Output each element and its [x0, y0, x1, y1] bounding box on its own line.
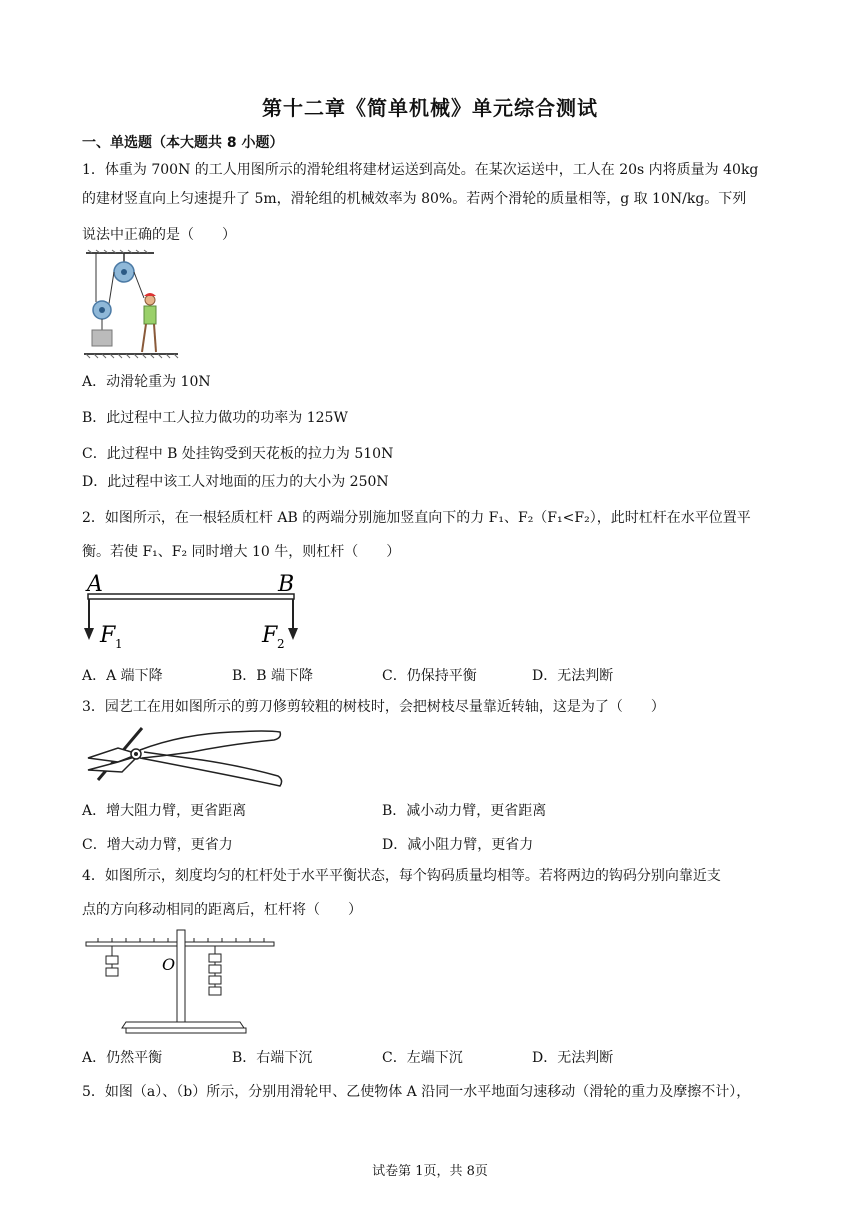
page-footer: 试卷第 1页，共 8页 [372, 1164, 488, 1179]
q3-option-d: D．减小阻力臂，更省力 [382, 837, 534, 853]
force-label-f2: F [262, 623, 278, 648]
q3-option-a: A．增大阻力臂，更省距离 [82, 803, 247, 819]
pivot-label-o: O [162, 955, 176, 974]
q4-line-1: 4．如图所示，刻度均匀的杠杆处于水平平衡状态，每个钩码质量均相等。若将两边的钩码分别向靠近支 [82, 868, 721, 884]
q1-option-c: C．此过程中 B 处挂钩受到天花板的拉力为 510N [82, 446, 394, 462]
q2-option-b: B．B 端下降 [232, 668, 314, 684]
q4-line-2: 点的方向移动相同的距离后，杠杆将（ ） [82, 902, 362, 918]
q4-option-a: A．仍然平衡 [82, 1050, 163, 1066]
q2-line-2: 衡。若使 F₁、F₂ 同时增大 10 牛，则杠杆（ ） [82, 544, 401, 560]
section-heading: 一、单选题（本大题共 8 小题） [82, 135, 284, 151]
q4-option-b: B．右端下沉 [232, 1050, 313, 1066]
force-label-f1: F [100, 623, 116, 648]
q1-option-a: A．动滑轮重为 10N [82, 374, 211, 390]
q3-option-c: C．增大动力臂，更省力 [82, 837, 233, 853]
pulley-system-figure [82, 250, 192, 362]
q5-line-1: 5．如图（a）、（b）所示，分别用滑轮甲、乙使物体 A 沿同一水平地面匀速移动（滑轮的重力及摩擦不计）， [82, 1084, 751, 1100]
lever-label-b: B [278, 572, 295, 597]
q1-line-1: 1．体重为 700N 的工人用图所示的滑轮组将建材运送到高处。在某次运送中，工人在 20s 内将质量为 40kg [82, 162, 759, 178]
force-label-f2-subscript: 2 [277, 637, 285, 651]
q1-option-d: D．此过程中该工人对地面的压力的大小为 250N [82, 474, 389, 490]
q2-line-1: 2．如图所示，在一根轻质杠杆 AB 的两端分别施加竖直向下的力 F₁、F₂（F₁<F₂），此时杠杆在水平位置平 [82, 510, 751, 526]
page-title: 第十二章《简单机械》单元综合测试 [262, 96, 598, 120]
q3-option-b: B．减小动力臂，更省距离 [382, 803, 547, 819]
scissors-figure [82, 722, 287, 790]
lever-ab-figure [82, 570, 312, 650]
q2-option-c: C．仍保持平衡 [382, 668, 477, 684]
lever-balance-figure [82, 928, 282, 1036]
q1-line-3: 说法中正确的是（ ） [82, 227, 236, 243]
q4-option-c: C．左端下沉 [382, 1050, 463, 1066]
lever-label-a: A [87, 572, 103, 597]
q2-option-d: D．无法判断 [532, 668, 614, 684]
q1-option-b: B．此过程中工人拉力做功的功率为 125W [82, 410, 348, 426]
q4-option-d: D．无法判断 [532, 1050, 614, 1066]
q2-option-a: A．A 端下降 [82, 668, 163, 684]
q1-line-2: 的建材竖直向上匀速提升了 5m，滑轮组的机械效率为 80%。若两个滑轮的质量相等，g 取 10N/kg。下列 [82, 191, 747, 207]
force-label-f1-subscript: 1 [115, 637, 123, 651]
q3-line-1: 3．园艺工在用如图所示的剪刀修剪较粗的树枝时，会把树枝尽量靠近转轴，这是为了（ ） [82, 699, 665, 715]
